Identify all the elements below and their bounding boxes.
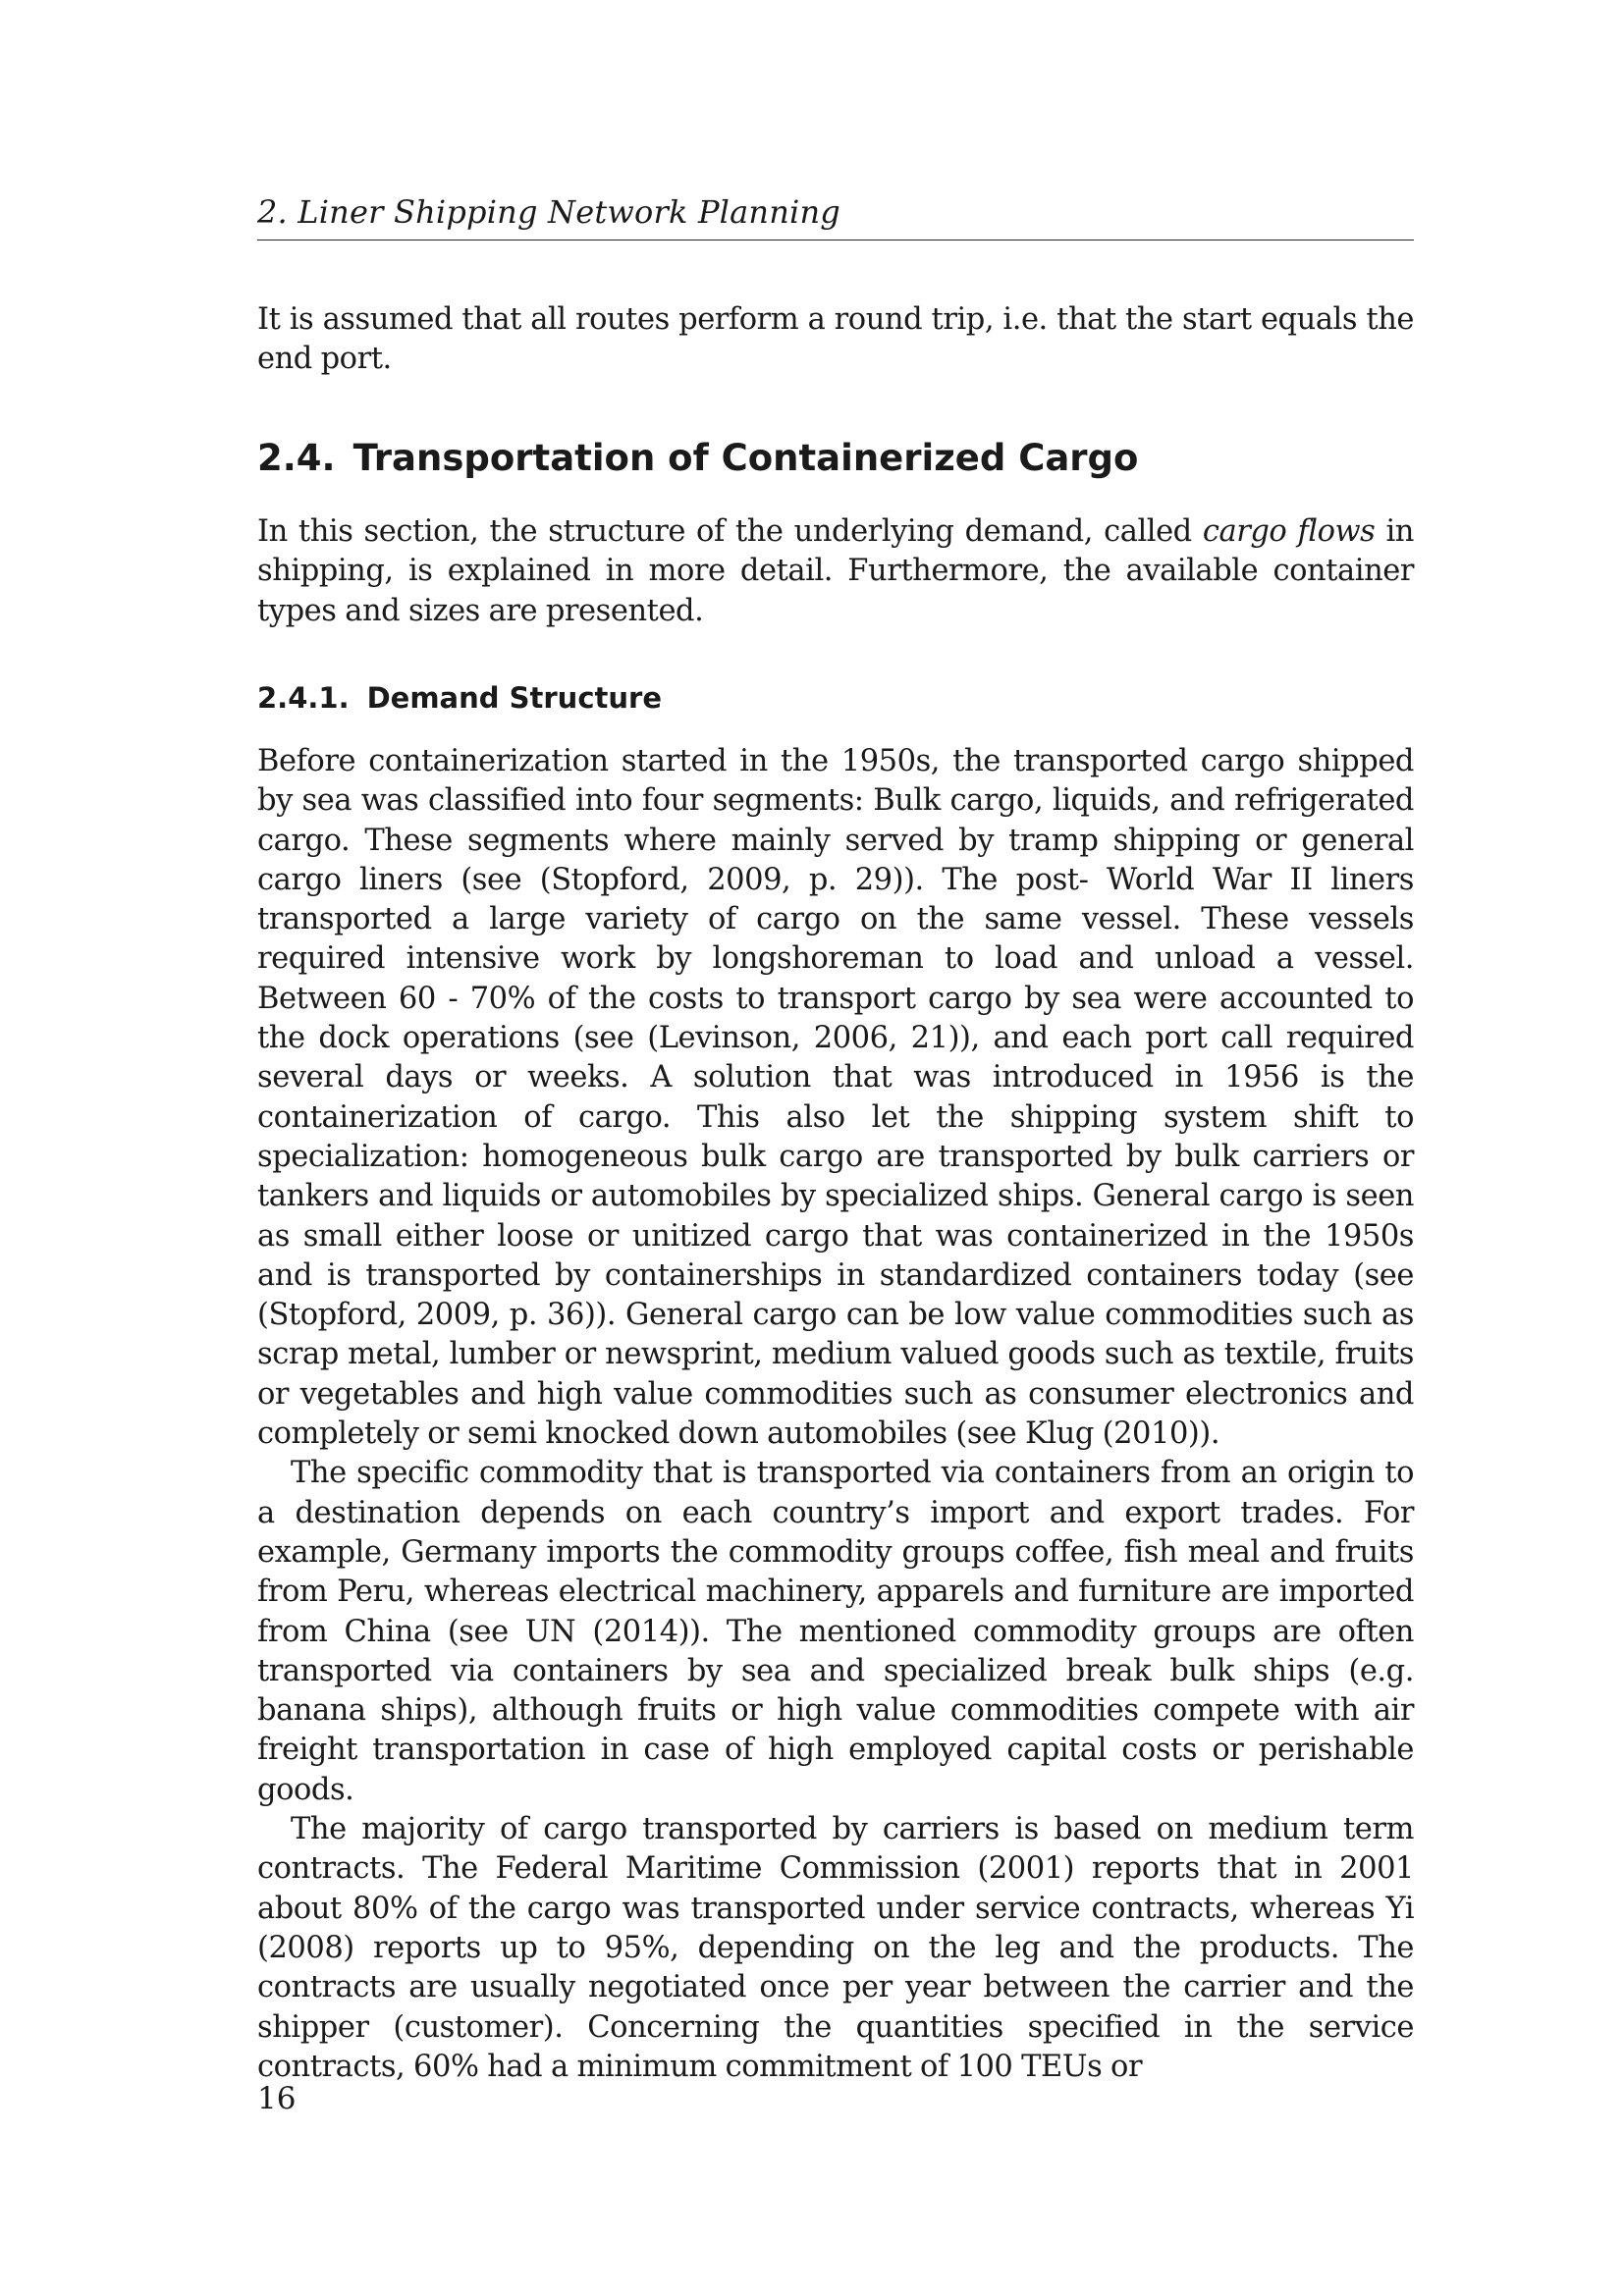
subsection-body [257, 742, 1414, 2087]
running-header: 2. Liner Shipping Network Planning [257, 193, 840, 231]
body-paragraph-1: Before containerization started in the 1950s, the transported cargo shipped by sea was classified into four segments: Bulk cargo, liquids, and refrigerated cargo. These segments where mainly served by tramp shipping or general cargo liners (see (Stopford, 2009, p. 29)). The post- World War II liners transported a large variety of cargo on the same vessel. These vessels required intensive work by longshoreman to load and unload a vessel. Between 60 - 70% of the costs to transport cargo by sea were accounted to the dock operations (see (Levinson, 2006, 21)), and each port call required several days or weeks. A solution that was introduced in 1956 is the containerization of cargo. This also let the shipping system shift to specialization: homogeneous bulk cargo are transported by bulk carriers or tankers and liquids or automobiles by specialized ships. General cargo is seen as small either loose or unitized cargo that was containerized in the 1950s and is transported by containerships in standardized containers today (see (Stopford, 2009, p. 36)). General cargo can be low value commodities such as scrap metal, lumber or newsprint, medium valued goods such as textile, fruits or vegetables and high value commodities such as consumer electronics and completely or semi knocked down automobiles (see Klug (2010)). [257, 744, 1414, 1452]
intro-paragraph [257, 300, 1414, 380]
section-intro-after: in shipping, is explained in more detail. Furthermore, the available container types and sizes are presented. [257, 514, 1414, 628]
subsection-heading [257, 679, 1414, 717]
section-intro-text [257, 512, 1414, 631]
body-paragraph-3: The majority of cargo transported by carriers is based on medium term contracts. The Federal Maritime Commission (2001) reports that in 2001 about 80% of the cargo was transported under service contracts, whereas Yi (2008) reports up to 95%, depending on the leg and the products. The contracts are usually negotiated once per year between the carrier and the shipper (customer). Concerning the quantities specified in the service contracts, 60% had a minimum commitment of 100 TEUs or [257, 1812, 1414, 2084]
section-intro-paragraph [257, 512, 1414, 631]
section-number: 2.4. [257, 437, 336, 479]
section-intro-before: In this section, the structure of the underlying demand, called [257, 514, 1203, 549]
section-intro-emphasis: cargo flows [1202, 514, 1376, 549]
subsection-title: Demand Structure [366, 681, 662, 715]
subsection-number: 2.4.1. [257, 681, 350, 715]
intro-text: It is assumed that all routes perform a round trip, i.e. that the start equals the end port. [257, 302, 1414, 377]
section-title: Transportation of Containerized Cargo [352, 437, 1139, 479]
page-number: 16 [257, 2081, 297, 2116]
section-heading [257, 436, 1414, 481]
body-paragraph-2: The specific commodity that is transported via containers from an origin to a destination depends on each country’s import and export trades. For example, Germany imports the commodity groups coffee, fish meal and fruits from Peru, whereas electrical machinery, apparels and furniture are imported from China (see UN (2014)). The mentioned commodity groups are often transported via containers by sea and specialized break bulk ships (e.g. banana ships), although fruits or high value commodities compete with air freight transportation in case of high employed capital costs or perishable goods. [257, 1456, 1414, 1807]
